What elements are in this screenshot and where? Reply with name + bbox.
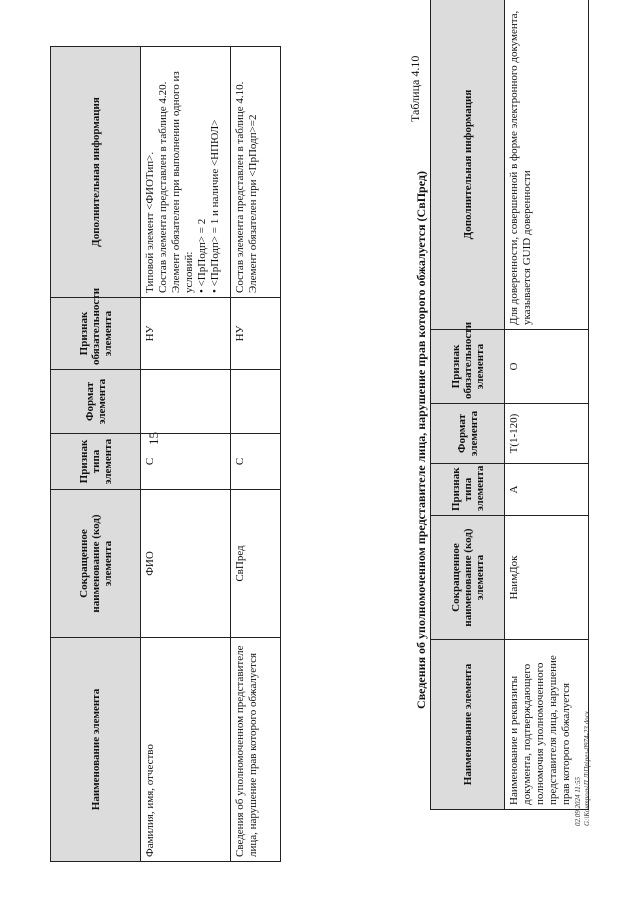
- info-line: • <ПрПодп> = 1 и наличие <НПЮЛ>: [209, 119, 221, 293]
- table-header-row: [51, 47, 141, 862]
- cell-format: [141, 370, 231, 434]
- header-format: Формат элемента: [431, 404, 505, 464]
- cell-info: Для доверенности, совершенной в форме электронного документа, указывается GUID доверенности: [505, 0, 589, 330]
- cell-format: T(1-120): [505, 404, 589, 464]
- cell-name: Фамилия, имя, отчество: [141, 638, 231, 862]
- info-line: Элемент обязателен при выполнении одного из условий:: [170, 71, 195, 293]
- cell-info: [141, 47, 231, 298]
- header-code: Сокращенное наименование (код) элемента: [431, 516, 505, 640]
- header-format: Формат элемента: [51, 370, 141, 434]
- header-type: Признак типа элемента: [431, 464, 505, 516]
- page-number: 15: [146, 432, 161, 445]
- header-info: Дополнительная информация: [51, 47, 141, 298]
- table-label: Таблица 4.10: [408, 55, 422, 122]
- table-continued: [50, 46, 281, 862]
- cell-required: НУ: [231, 298, 281, 370]
- header-info: Дополнительная информация: [431, 0, 505, 330]
- info-line: Типовой элемент <ФИОТип>.: [144, 151, 156, 293]
- table-row: [141, 47, 231, 862]
- cell-code: ФИО: [141, 490, 231, 638]
- header-required: Признак обязательности элемента: [431, 330, 505, 404]
- header-required: Признак обязательности элемента: [51, 298, 141, 370]
- footer-timestamp: 02.09.2024 11:55: [574, 776, 582, 826]
- table-row: [231, 47, 281, 862]
- header-name: Наименование элемента: [431, 640, 505, 810]
- cell-code: СвПред: [231, 490, 281, 638]
- header-code: Сокращенное наименование (код) элемента: [51, 490, 141, 638]
- info-line: • <ПрПодп> = 2: [196, 218, 208, 293]
- table-header-row: [431, 0, 505, 810]
- header-name: Наименование элемента: [51, 638, 141, 862]
- cell-info: [231, 47, 281, 298]
- info-line: Элемент обязателен при <ПрПодп>=2: [247, 114, 259, 293]
- table-row: [505, 0, 589, 810]
- cell-format: [231, 370, 281, 434]
- table-title: Сведения об уполномоченном представителе лица, нарушение прав которого обжалуется (СвПред): [414, 171, 428, 709]
- footer-path: G:\Контроль\П Л\Пр\рел-0974-23.docx: [583, 711, 591, 826]
- cell-required: О: [505, 330, 589, 404]
- cell-code: НаимДок: [505, 516, 589, 640]
- header-type: Признак типа элемента: [51, 434, 141, 490]
- info-line: Состав элемента представлен в таблице 4.10.: [234, 81, 246, 293]
- cell-type: С: [231, 434, 281, 490]
- table-svpred: [430, 0, 589, 810]
- cell-name: Наименование и реквизиты документа, подтверждающего полномочия уполномоченного представителя лица, нарушение прав которого обжалуется: [505, 640, 589, 810]
- cell-type: А: [505, 464, 589, 516]
- info-line: Состав элемента представлен в таблице 4.20.: [157, 81, 169, 293]
- file-footer: [574, 711, 592, 826]
- cell-required: НУ: [141, 298, 231, 370]
- cell-type: С: [141, 434, 231, 490]
- cell-name: Сведения об уполномоченном представителе лица, нарушение прав которого обжалуется: [231, 638, 281, 862]
